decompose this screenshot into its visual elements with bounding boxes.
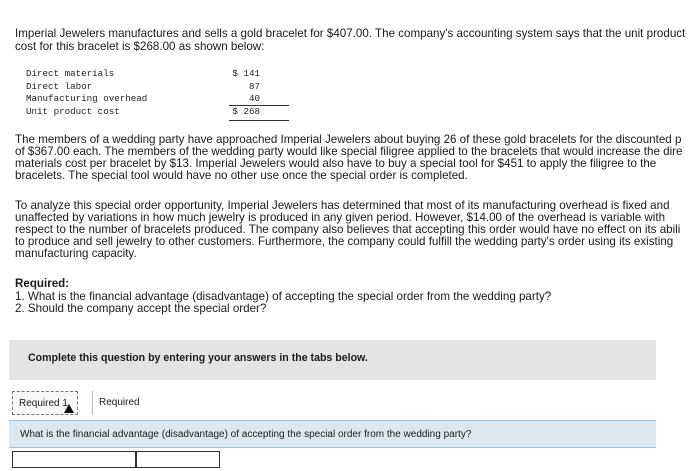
answer-label-field[interactable]	[12, 451, 136, 468]
question-text: What is the financial advantage (disadvantage) of accepting the special order from the wedding party?	[20, 429, 472, 440]
cost-value: 87	[248, 80, 260, 92]
paragraph-3-line-5: manufacturing capacity.	[15, 247, 137, 260]
cost-row-manufacturing-overhead	[26, 93, 266, 106]
tab-required-1[interactable]: Required 1	[12, 391, 78, 415]
cost-label: Direct labor	[26, 80, 93, 92]
mouse-cursor-icon	[64, 404, 74, 413]
paragraph-3-line-4: to produce and sell jewelry to other customers. Furthermore, the company could fulfill the wedding party's order using its existing	[15, 235, 674, 248]
answer-row	[9, 451, 656, 471]
subtotal-rule	[229, 105, 289, 106]
instruction-text: Complete this question by entering your answers in the tabs below.	[28, 352, 368, 364]
tab-required-2[interactable]: Required	[92, 391, 152, 415]
question-bar	[9, 420, 656, 448]
cost-value: 40	[248, 93, 260, 105]
required-item-2: 2. Should the company accept the special order?	[15, 302, 267, 315]
cost-value: $ 268	[232, 105, 260, 117]
required-heading: Required:	[15, 277, 70, 290]
intro-line-2: cost for this bracelet is $268.00 as shown below:	[15, 40, 265, 53]
intro-line-1: Imperial Jewelers manufactures and sells a gold bracelet for $407.00. The company's accounting system says that the unit product	[15, 27, 686, 40]
tab-bar	[9, 388, 656, 420]
cost-label: Direct materials	[26, 68, 115, 79]
cost-value: $ 141	[232, 68, 260, 79]
answer-amount-field[interactable]	[136, 451, 220, 468]
instruction-banner	[9, 340, 656, 380]
paragraph-3-line-1: To analyze this special order opportunity, Imperial Jewelers has determined that most of its manufacturing overhead is fixed and	[15, 199, 670, 212]
cost-row-direct-materials	[26, 68, 266, 81]
cost-row-direct-labor	[26, 81, 266, 94]
cost-row-unit-product-cost	[26, 106, 266, 119]
unit-cost-table	[26, 68, 266, 118]
cost-label: Manufacturing overhead	[26, 93, 148, 105]
cost-label: Unit product cost	[26, 105, 120, 117]
paragraph-2-line-1: The members of a wedding party have approached Imperial Jewelers about buying 26 of these gold bracelets for the discounted p	[15, 133, 682, 146]
paragraph-2-line-2: of $367.00 each. The members of the wedding party would like special filigree applied to the bracelets that would increase the dire	[15, 145, 683, 158]
paragraph-3-line-2: unaffected by variations in how much jewelry is produced in any given period. However, $14.00 of the overhead is variable with	[15, 211, 666, 224]
paragraph-3-line-3: respect to the number of bracelets produced. The company also believes that accepting this order would have no effect on its abili	[15, 223, 681, 236]
paragraph-2-line-4: bracelets. The special tool would have no other use once the special order is completed.	[15, 169, 468, 182]
paragraph-2-line-3: materials cost per bracelet by $13. Imperial Jewelers would also have to buy a special tool for $451 to apply the filigree to the	[15, 157, 657, 170]
required-item-1: 1. What is the financial advantage (disadvantage) of accepting the special order from the wedding party?	[15, 290, 552, 303]
total-rule	[229, 120, 289, 121]
